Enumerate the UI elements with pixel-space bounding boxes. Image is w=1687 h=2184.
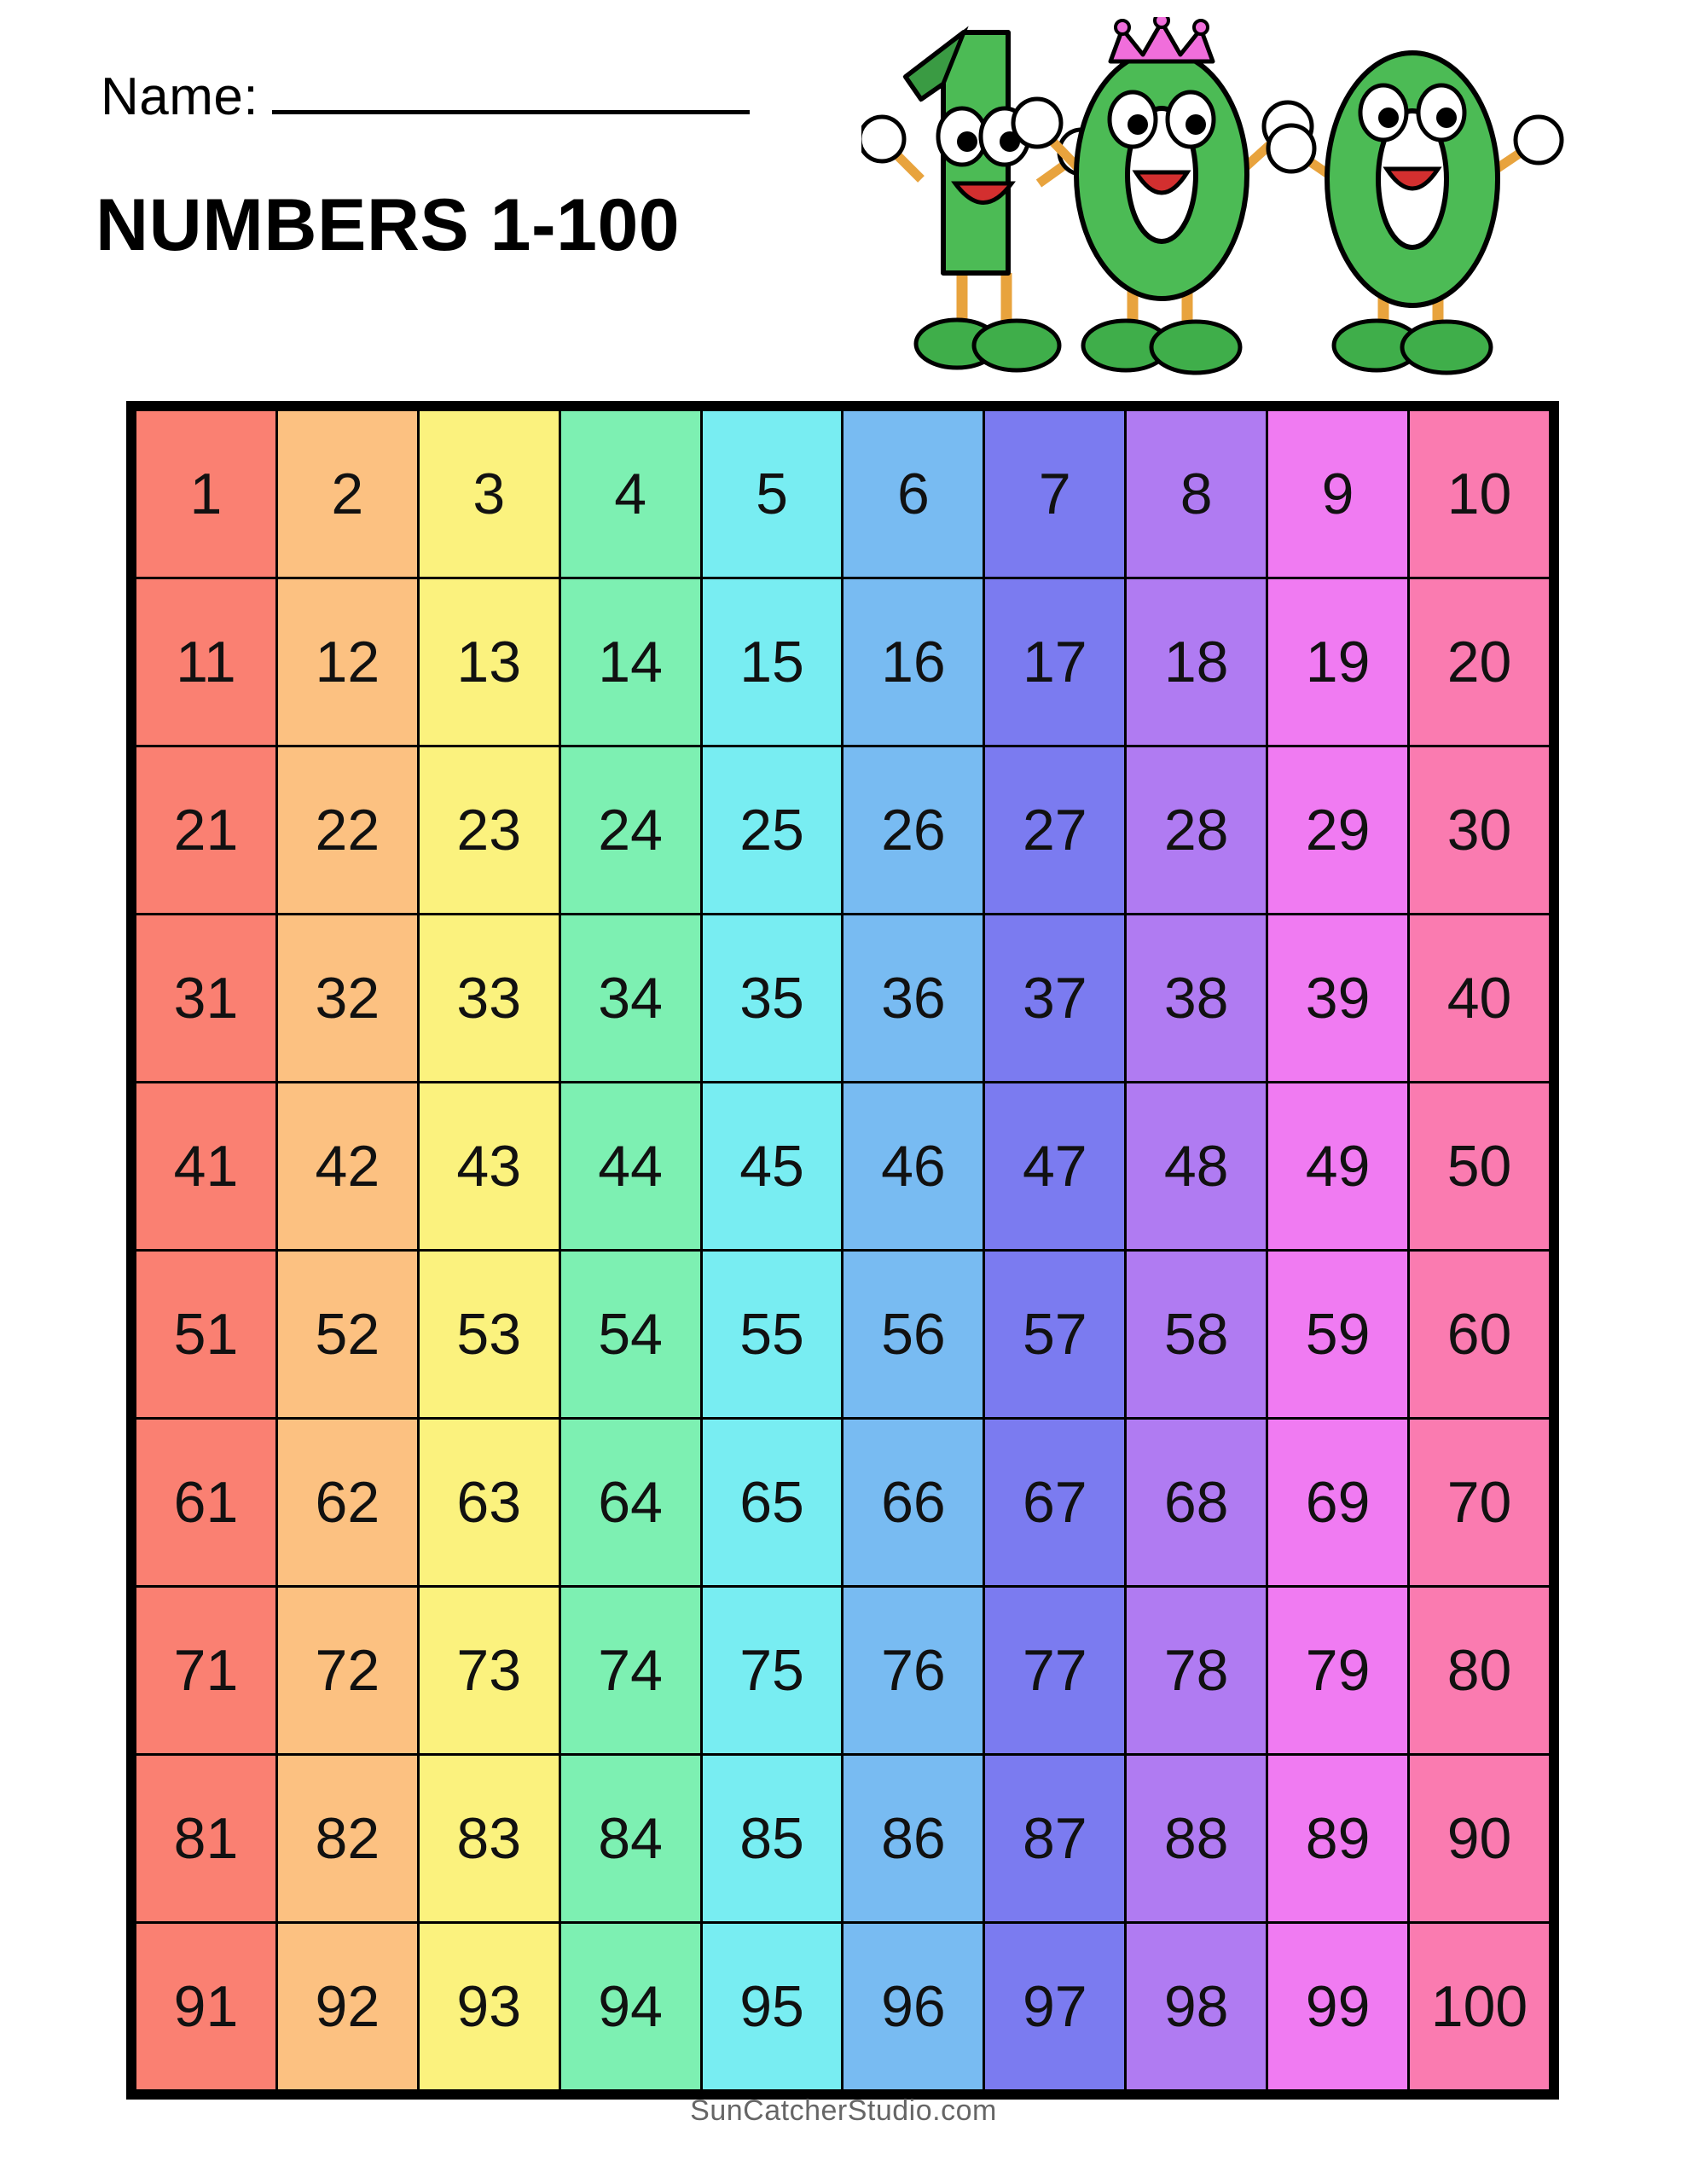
chart-cell[interactable]: 67 — [984, 1419, 1126, 1587]
chart-cell[interactable]: 79 — [1267, 1587, 1409, 1755]
hundred-chart-body — [136, 410, 1551, 2091]
chart-cell[interactable]: 24 — [559, 746, 701, 915]
chart-cell[interactable]: 72 — [276, 1587, 418, 1755]
chart-cell[interactable]: 19 — [1267, 578, 1409, 746]
chart-cell[interactable]: 15 — [701, 578, 843, 746]
hundred-mascot-icon — [861, 17, 1612, 392]
chart-cell[interactable]: 38 — [1126, 915, 1267, 1083]
chart-cell[interactable]: 43 — [418, 1083, 559, 1251]
chart-cell[interactable]: 95 — [701, 1923, 843, 2091]
name-field-row — [101, 67, 750, 127]
chart-cell[interactable]: 13 — [418, 578, 559, 746]
chart-cell[interactable]: 100 — [1409, 1923, 1551, 2091]
page-title: NUMBERS 1-100 — [96, 184, 681, 266]
chart-cell[interactable]: 46 — [843, 1083, 984, 1251]
chart-cell[interactable]: 16 — [843, 578, 984, 746]
chart-cell[interactable]: 78 — [1126, 1587, 1267, 1755]
chart-cell[interactable]: 39 — [1267, 915, 1409, 1083]
chart-cell[interactable]: 30 — [1409, 746, 1551, 915]
chart-cell[interactable]: 6 — [843, 410, 984, 578]
hundred-chart-table — [134, 409, 1551, 2092]
chart-cell[interactable]: 57 — [984, 1251, 1126, 1419]
footer-credit: SunCatcherStudio.com — [690, 2094, 997, 2127]
chart-cell[interactable]: 32 — [276, 915, 418, 1083]
chart-cell[interactable]: 62 — [276, 1419, 418, 1587]
chart-row — [136, 1755, 1551, 1923]
chart-cell[interactable]: 80 — [1409, 1587, 1551, 1755]
worksheet-header — [0, 0, 1687, 392]
chart-cell[interactable]: 91 — [136, 1923, 277, 2091]
chart-cell[interactable]: 10 — [1409, 410, 1551, 578]
chart-cell[interactable]: 35 — [701, 915, 843, 1083]
chart-cell[interactable]: 41 — [136, 1083, 277, 1251]
chart-cell[interactable]: 40 — [1409, 915, 1551, 1083]
chart-cell[interactable]: 2 — [276, 410, 418, 578]
name-write-line[interactable] — [272, 103, 750, 114]
chart-cell[interactable]: 97 — [984, 1923, 1126, 2091]
chart-row — [136, 915, 1551, 1083]
chart-cell[interactable]: 89 — [1267, 1755, 1409, 1923]
chart-cell[interactable]: 8 — [1126, 410, 1267, 578]
chart-cell[interactable]: 21 — [136, 746, 277, 915]
chart-cell[interactable]: 31 — [136, 915, 277, 1083]
chart-cell[interactable]: 84 — [559, 1755, 701, 1923]
chart-cell[interactable]: 42 — [276, 1083, 418, 1251]
chart-cell[interactable]: 71 — [136, 1587, 277, 1755]
chart-cell[interactable]: 51 — [136, 1251, 277, 1419]
chart-cell[interactable]: 26 — [843, 746, 984, 915]
chart-cell[interactable]: 98 — [1126, 1923, 1267, 2091]
chart-row — [136, 746, 1551, 915]
chart-cell[interactable]: 66 — [843, 1419, 984, 1587]
hundred-chart — [126, 401, 1559, 2100]
chart-cell[interactable]: 34 — [559, 915, 701, 1083]
chart-cell[interactable]: 53 — [418, 1251, 559, 1419]
chart-row — [136, 578, 1551, 746]
chart-cell[interactable]: 45 — [701, 1083, 843, 1251]
chart-cell[interactable]: 77 — [984, 1587, 1126, 1755]
chart-cell[interactable]: 59 — [1267, 1251, 1409, 1419]
chart-cell[interactable]: 64 — [559, 1419, 701, 1587]
chart-cell[interactable]: 29 — [1267, 746, 1409, 915]
chart-cell[interactable]: 3 — [418, 410, 559, 578]
chart-cell[interactable]: 52 — [276, 1251, 418, 1419]
chart-cell[interactable]: 90 — [1409, 1755, 1551, 1923]
chart-cell[interactable]: 4 — [559, 410, 701, 578]
chart-cell[interactable]: 82 — [276, 1755, 418, 1923]
chart-cell[interactable]: 81 — [136, 1755, 277, 1923]
chart-cell[interactable]: 37 — [984, 915, 1126, 1083]
chart-cell[interactable]: 93 — [418, 1923, 559, 2091]
chart-cell[interactable]: 85 — [701, 1755, 843, 1923]
chart-cell[interactable]: 49 — [1267, 1083, 1409, 1251]
chart-cell[interactable]: 36 — [843, 915, 984, 1083]
chart-cell[interactable]: 33 — [418, 915, 559, 1083]
chart-cell[interactable]: 88 — [1126, 1755, 1267, 1923]
chart-cell[interactable]: 50 — [1409, 1083, 1551, 1251]
chart-cell[interactable]: 25 — [701, 746, 843, 915]
chart-cell[interactable]: 44 — [559, 1083, 701, 1251]
chart-row — [136, 1587, 1551, 1755]
chart-cell[interactable]: 76 — [843, 1587, 984, 1755]
chart-cell[interactable]: 65 — [701, 1419, 843, 1587]
chart-cell[interactable]: 54 — [559, 1251, 701, 1419]
chart-cell[interactable]: 7 — [984, 410, 1126, 578]
chart-cell[interactable]: 28 — [1126, 746, 1267, 915]
chart-cell[interactable]: 11 — [136, 578, 277, 746]
chart-cell[interactable]: 69 — [1267, 1419, 1409, 1587]
chart-row — [136, 1083, 1551, 1251]
chart-cell[interactable]: 58 — [1126, 1251, 1267, 1419]
chart-cell[interactable]: 9 — [1267, 410, 1409, 578]
chart-cell[interactable]: 47 — [984, 1083, 1126, 1251]
chart-cell[interactable]: 23 — [418, 746, 559, 915]
chart-cell[interactable]: 63 — [418, 1419, 559, 1587]
chart-cell[interactable]: 70 — [1409, 1419, 1551, 1587]
chart-cell[interactable]: 5 — [701, 410, 843, 578]
name-label: Name: — [101, 67, 259, 126]
chart-cell[interactable]: 22 — [276, 746, 418, 915]
chart-cell[interactable]: 18 — [1126, 578, 1267, 746]
chart-row — [136, 410, 1551, 578]
chart-cell[interactable]: 20 — [1409, 578, 1551, 746]
chart-cell[interactable]: 56 — [843, 1251, 984, 1419]
chart-cell[interactable]: 96 — [843, 1923, 984, 2091]
chart-cell[interactable]: 94 — [559, 1923, 701, 2091]
chart-cell[interactable]: 1 — [136, 410, 277, 578]
chart-cell[interactable]: 83 — [418, 1755, 559, 1923]
chart-cell[interactable]: 55 — [701, 1251, 843, 1419]
chart-cell[interactable]: 74 — [559, 1587, 701, 1755]
chart-cell[interactable]: 75 — [701, 1587, 843, 1755]
chart-row — [136, 1419, 1551, 1587]
chart-cell[interactable]: 87 — [984, 1755, 1126, 1923]
chart-cell[interactable]: 99 — [1267, 1923, 1409, 2091]
chart-cell[interactable]: 27 — [984, 746, 1126, 915]
chart-cell[interactable]: 92 — [276, 1923, 418, 2091]
chart-row — [136, 1923, 1551, 2091]
chart-cell[interactable]: 17 — [984, 578, 1126, 746]
chart-cell[interactable]: 14 — [559, 578, 701, 746]
chart-cell[interactable]: 60 — [1409, 1251, 1551, 1419]
chart-cell[interactable]: 48 — [1126, 1083, 1267, 1251]
chart-cell[interactable]: 68 — [1126, 1419, 1267, 1587]
chart-row — [136, 1251, 1551, 1419]
chart-cell[interactable]: 12 — [276, 578, 418, 746]
chart-cell[interactable]: 73 — [418, 1587, 559, 1755]
chart-cell[interactable]: 61 — [136, 1419, 277, 1587]
chart-cell[interactable]: 86 — [843, 1755, 984, 1923]
